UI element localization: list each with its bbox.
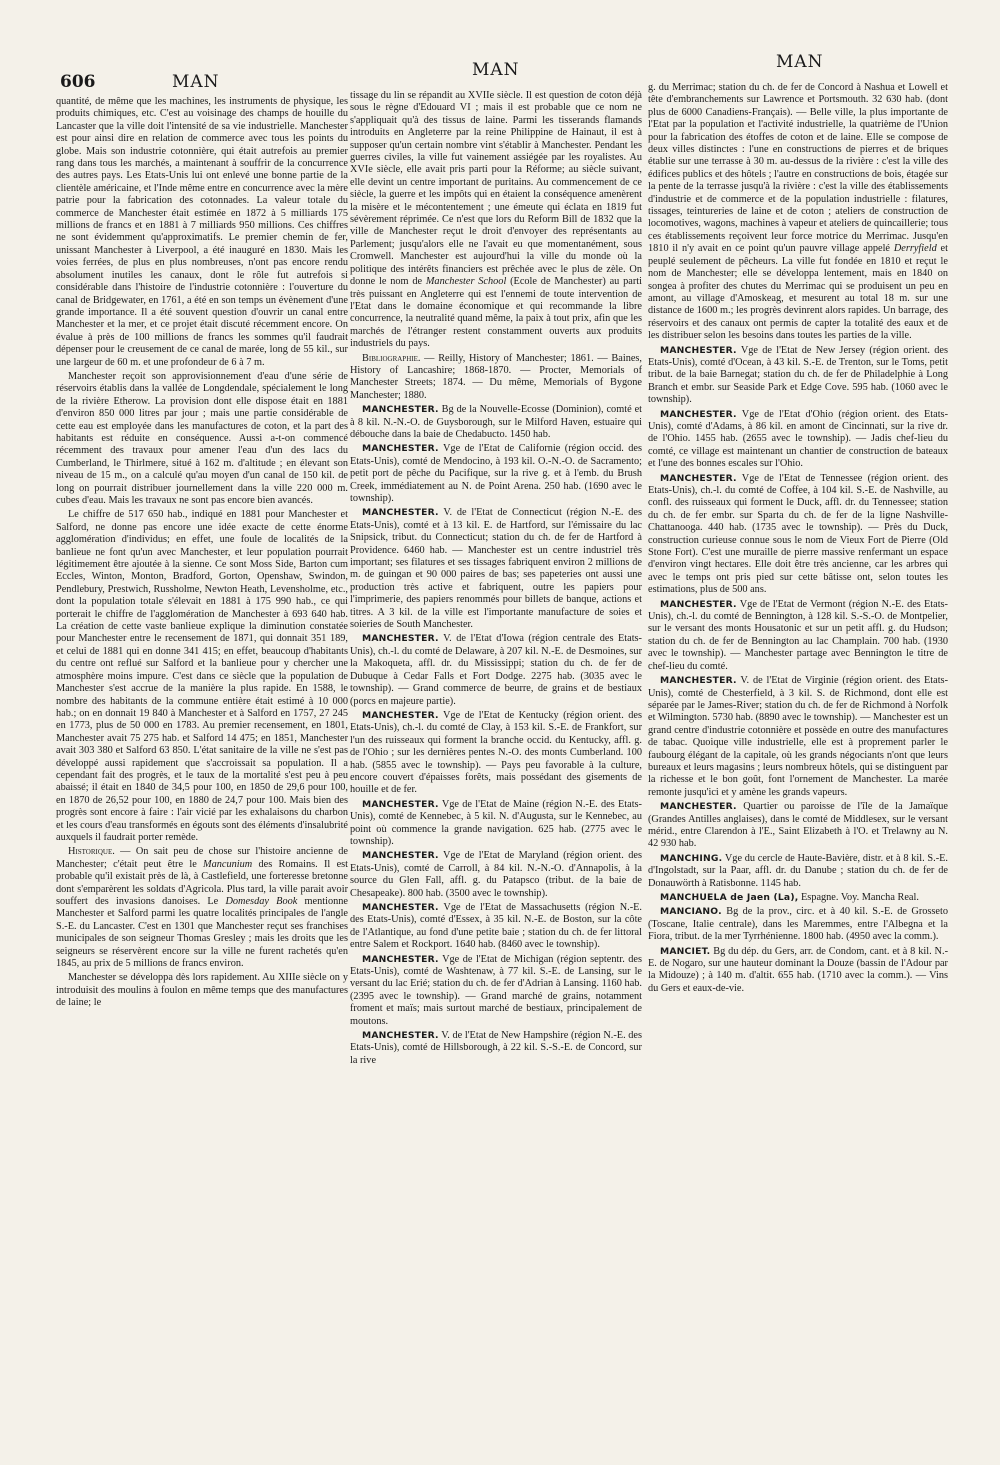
text-run: — On sait peu de chose sur l'histoire ancienne de Manchester; c'était peut être le xyxy=(56,846,348,870)
page-number: 606 xyxy=(60,72,96,92)
entry-headword: MANCHESTER. xyxy=(362,1030,439,1042)
text-run: mentionne Manchester et Salford parmi les quatre localités principales de l'angle S.-E. du Lancaster. C'est en 1301 que Manchester reçut ses franchises municipales de son seigneur Thomas Gresley ; mais les droits que les seigneurs se réservèrent encore sur la ville ne furent rachetés qu'en 1845, au prix de 5 millions de francs environ. xyxy=(56,896,348,970)
text-run: et peuplé seulement de pêcheurs. La ville fut fondée en 1810 et reçut le nom de Manchester; elle se développa lentement, mais en 1840 on songea à profiter des chutes du Merrimac qui se produisent un peu en amont, au village d'Amoskeag, et mesurent au total 18 m. sur une distance de 1600 m.; les progrès devinrent alors rapides. Un barrage, des réservoirs et des canaux ont permis de capter la totalité des eaux et de les distribuer selon les besoins dans toutes les parties de la ville. xyxy=(648,243,948,342)
running-header-center: MAN xyxy=(472,60,520,80)
entry-list xyxy=(648,345,948,996)
text-run: — Reilly, History of Manchester; 1861. — Baines, History of Lancashire; 1868-1870. — Procter, Memorials of Manchester Streets; 1874. — Du même, Memorials of Bygone Manchester; 1880. xyxy=(350,352,642,401)
section-label: Historique. xyxy=(68,846,115,858)
entry-text: Vge de l'Etat de Californie (région occid. des Etats-Unis), comté de Mendocino, à 193 kil. O.-N.-O. de Sacramento; petit port de pêche du Pacifique, sur la rive g. et à l'emb. du Brush Creek, immédiatement au N. de Point Arena. 250 hab. (1690 avec le township). xyxy=(350,443,642,504)
entry-headword: MANCHESTER. xyxy=(660,675,737,687)
dictionary-entry xyxy=(648,599,948,673)
dictionary-entry xyxy=(350,850,642,900)
entry-text: Bg de la prov., circ. et à 40 kil. S.-E. de Grosseto (Toscane, Italie centrale), dans les Maremmes, entre l'Albegna et la Fiora, tribut. de la mer Tyrrhénienne. 1800 hab. (4950 avec la comm.). xyxy=(648,906,948,943)
paragraph xyxy=(648,82,948,343)
entry-text: Vge du cercle de Haute-Bavière, distr. et à 8 kil. S.-E. d'Ingolstadt, sur la Paar, affl. dr. du Danube ; station du ch. de fer de Donauwörth à Ratisbonne. 1145 hab. xyxy=(648,852,948,889)
paragraph xyxy=(350,90,642,351)
entry-headword: MANCHING. xyxy=(660,852,723,864)
entry-text: Bg du dép. du Gers, arr. de Condom, cant. et à 8 kil. N.-E. de Nogaro, sur une hauteur dominant la Douze (bassin de l'Adour par la Midouze) ; à 140 m. d'altit. 655 hab. (1710 avec la comm.). — Vins du Gers et eaux-de-vie. xyxy=(648,945,948,994)
entry-text: Vge de l'Etat d'Ohio (région orient. des Etats-Unis), comté d'Adams, à 86 kil. en amont de Cincinnati, sur la rive dr. de l'Ohio. 1455 hab. (2655 avec le township). — Jadis chef-lieu du comté, ce village est maintenant un chantier de construction de bateaux et l'une des bonnes escales sur l'Ohio. xyxy=(648,408,948,470)
entry-text: Vge de l'Etat de Maryland (région orient. des Etats-Unis), comté de Carroll, à 84 kil. N.-N.-O. d'Annapolis, à la source du Glen Fall, affl. g. du Patapsco (tribut. de la baie de Chesapeake). 800 hab. (3500 avec le township). xyxy=(350,850,642,899)
entry-headword: MANCHESTER. xyxy=(660,344,737,356)
dictionary-entry xyxy=(648,906,948,943)
entry-list xyxy=(350,404,642,1067)
entry-text: Vge de l'Etat de New Jersey (région orient. des Etats-Unis), comté d'Ocean, à 43 kil. S.-E. de Trenton, sur le Toms, petit tribut. de la baie Barnegat; station du ch. de fer de Philadelphie à Long Branch et embr. sur Seaside Park et Edge Cove. 595 hab. (1060 avec le township). xyxy=(648,344,948,406)
dictionary-entry xyxy=(350,954,642,1028)
entry-headword: MANCHESTER. xyxy=(362,709,439,721)
paragraph: quantité, de même que les machines, les instruments de physique, les produits chimiques, etc. C'est au voisinage des champs de houille du Lancaster que la ville doit l'intensité de sa vie industrielle. Manchester est pour ainsi dire en relation de commerce avec tous les points du globe. Mais son industrie cotonnière, qui était autrefois au premier rang dans tous les marchés, a maintenant à souffrir de la concurrence des autres pays. Les Etats-Unis lui ont enlevé une bonne partie de la clientèle américaine, et l'Inde même entre en concurrence avec la mère patrie pour la fabrication des cotonnades. La valeur totale du commerce de Manchester était estimée en 1872 à 5 milliards 175 millions de francs et en 1881 à 7 milliards 950 millions. Ces chiffres ne sont évidemment qu'approximatifs. Le premier chemin de fer, unissant Manchester à Liverpool, a été inauguré en 1830. Mais les voies ferrées, de plus en plus nombreuses, n'ont pas encore rendu absolument inutiles les canaux, dont le rôle fut autrefois si considérable dans l'histoire de l'industrie cotonnière : l'ouverture du canal de Bridgewater, en 1761, a été en son temps un évènement d'une grande importance. Il a été souvent question d'ouvrir un canal entre Manchester et la mer, et ce projet était discuté récemment encore. On évalue à près de 100 millions de francs les sommes qu'il faudrait dépenser pour le creusement de ce canal de marée, long de 55 kil., sur une largeur de 60 m. et une profondeur de 6 à 7 m. xyxy=(56,96,348,368)
entry-headword: MANCHESTER. xyxy=(362,953,439,965)
entry-text: V. de l'Etat de Connecticut (région N.-E. des Etats-Unis), comté et à 13 kil. E. de Hartford, sur l'émissaire du lac Snipsick, tribut. du Connecticut; station du ch. de fer de Hartford à Providence. 6460 hab. — Manchester est un centre industriel très important; ses filatures et ses tissages fabriquent environ 2 millions de m. de guingan et 90 000 paires de bas; ses papeteries ont aussi une production très active et fabriquent, outre les papiers pour l'imprimerie, des papiers renommés pour billets de banque, actions et titres. A 3 kil. de la ville est l'importante manufacture de soies et soieries de South Manchester. xyxy=(350,507,642,631)
entry-headword: MANCHESTER. xyxy=(362,850,439,862)
entry-text: Vge de l'Etat de Kentucky (région orient. des Etats-Unis), ch.-l. du comté de Clay, à 153 kil. S.-E. de Frankfort, sur l'un des ruisseaux qui forment la branche occid. du Kentucky, affl. g. de l'Ohio ; sur les dernières pentes N.-O. des monts Cumberland. 100 hab. (5855 avec le township). — Pays peu favorable à la culture, encore couvert d'épaisses forêts, mais possédant des gisements de houille et de fer. xyxy=(350,709,642,796)
dictionary-entry xyxy=(350,902,642,952)
entry-headword: MANCIANO. xyxy=(660,906,722,918)
text-run: g. du Merrimac; station du ch. de fer de Concord à Nashua et Lowell et tête d'embranchements sur Lawrence et Portsmouth. 32 630 hab. (dont plus de 6000 Canadiens-Français). — Belle ville, la plus importante de l'Etat par la population et l'activité industrielle, la quatrième de l'Union pour la fabrication des étoffes de coton et de laine. Elle se compose de deux villes distinctes : l'une en constructions de pierres et de briques établie sur une terrasse à 30 m. au-dessus de la rivière : c'est la ville des édifices publics et des hôtels ; l'autre en constructions de bois, étagée sur la pente de la terrasse jusqu'à la rivière : c'est la ville des établissements d'industrie et de commerce et de la population industrielle : filatures, tissages, teintureries de laine et de coton ; ateliers de construction de locomotives, wagons, machines à vapeur et ateliers de quincaillerie; tous ces établissements reçoivent leur force motrice du Merrimac. Jusqu'en 1810 il n'y avait en ce point qu'un pauvre village appelé xyxy=(648,82,948,255)
dictionary-entry xyxy=(648,675,948,799)
entry-text: Bg de la Nouvelle-Ecosse (Dominion), comté et à 8 kil. N.-N.-O. de Guysborough, sur le Milford Haven, estuaire qui débouche dans la baie de Chedabucto. 1450 hab. xyxy=(350,404,642,440)
dictionary-entry xyxy=(350,799,642,849)
section-label: Bibliographie. xyxy=(362,352,421,364)
entry-text: V. de l'Etat de New Hampshire (région N.-E. des Etats-Unis), comté de Hillsborough, à 22 kil. S.-S.-E. de Concord, sur la rive xyxy=(350,1030,642,1066)
entry-headword: MANCHESTER. xyxy=(362,798,439,810)
running-header-left: MAN xyxy=(172,72,220,92)
entry-headword: MANCHESTER. xyxy=(660,801,737,813)
entry-text: Vge de l'Etat de Tennessee (région orient. des Etats-Unis), ch.-l. du comté de Coffee, à 104 kil. S.-E. de Nashville, au confl. des ruisseaux qui forment le Duck, affl. dr. du Tennessee; station du ch. de fer embr. sur Sparta du ch. de fer de la ligne Nashville-Chattanooga. 440 hab. (1735 avec le township). — Près du Duck, construction curieuse connue sous le nom de Vieux Fort de Pierre (Old Stone Fort). C'est une muraille de pierre massive renfermant un espace d'environ vingt hectares. Elle doit être très ancienne, car les arbres qui avec le temps ont pris pied sur cette bâtisse ont, selon toutes les estimations, plus de 500 ans. xyxy=(648,472,948,596)
entry-headword: MANCHESTER. xyxy=(660,598,737,610)
dictionary-entry xyxy=(648,473,948,597)
paragraph: Manchester reçoit son approvisionnement d'eau d'une série de réservoirs établis dans la vallée de Longdendale, spécialement le long de la rivière Etherow. La provision dont elle dispose était en 1881 d'environ 850 000 litres par jour ; mais une partie considérable de cette eau est employée dans les manufactures de coton, et la part des habitants est réduite en conséquence. Aussi a-t-on commencé récemment des travaux pour amener l'eau d'un des lacs du Cumberland, le Thirlmere, situé à 162 m. d'altitude ; en élevant son niveau de 15 m., on a calculé qu'au moyen d'un canal de 150 kil. de long on pourrait distribuer journellement dans la ville 220 000 m. cubes d'eau. Mais les travaux ne sont pas encore bien avancés. xyxy=(56,370,348,506)
entry-text: Vge de l'Etat de Maine (région N.-E. des Etats-Unis), comté de Kennebec, à 5 kil. N. d'Augusta, sur le Kennebec, au point où commence la grande navigation. 625 hab. (2775 avec le township). xyxy=(350,798,642,847)
dictionary-entry xyxy=(350,443,642,505)
entry-headword: MANCHESTER. xyxy=(660,472,737,484)
bibliography xyxy=(350,353,642,403)
text-column-3 xyxy=(648,82,948,1422)
entry-headword: MANCHESTER. xyxy=(362,507,439,519)
text-run: des Romains. Il est probable qu'il existait près de là, à Castlefield, une forteresse bretonne dont s'emparèrent les soldats d'Agricola. Plus tard, la ville parait avoir souffert des invasions danoises. Le xyxy=(56,858,348,907)
entry-headword: MANCHESTER. xyxy=(362,443,439,455)
historique-paragraph xyxy=(56,846,348,970)
italic-term: Manchester School xyxy=(425,276,507,288)
running-header-right: MAN xyxy=(776,52,824,72)
entry-headword: MANCHESTER. xyxy=(362,902,439,913)
entry-text: Espagne. Voy. Mancha Real. xyxy=(798,892,919,903)
entry-headword: MANCHESTER. xyxy=(362,633,439,645)
text-column-2 xyxy=(350,90,642,1430)
dictionary-entry xyxy=(648,892,948,904)
entry-text: Vge de l'Etat de Massachusetts (région N.-E. des Etats-Unis), comté d'Essex, à 35 kil. N.-E. de Boston, sur la côte de l'Atlantique, au fond d'une petite baie ; station du ch. de fer littoral entre Salem et Rockport. 1640 hab. (8460 avec le township). xyxy=(350,902,642,951)
dictionary-entry xyxy=(648,409,948,471)
dictionary-entry xyxy=(350,633,642,707)
entry-text: V. de l'Etat de Virginie (région orient. des Etats-Unis), comté de Chesterfield, à 3 kil. S. de Richmond, dont elle est séparée par le James-River; station du ch. de fer de Richmond à Norfolk et Wilmington. 5730 hab. (8890 avec le township). — Manchester est un grand centre d'industrie cotonnière et possède en outre des manufactures de tabac. Quoique ville industrielle, elle est à proprement parler le faubourg élégant de la capitale, où les grands négociants n'ont que leurs bureaux et leurs magasins ; leurs nombreux hôtels, qui se distinguent par la richesse et le bon goût, font l'ornement de Manchester. La marée remonte jusqu'ici et y amène les grands vapeurs. xyxy=(648,675,948,798)
dictionary-entry xyxy=(350,710,642,797)
dictionary-entry xyxy=(648,853,948,890)
entry-text: V. de l'Etat d'Iowa (région centrale des Etats-Unis), ch.-l. du comté de Delaware, à 207 kil. N.-E. de Desmoines, sur la Makoqueta, affl. dr. du Mississippi; station du ch. de fer de Dubuque à Cedar Falls et Fort Dodge. 2275 hab. (3035 avec le township). — Grand commerce de beurre, de grains et de bestiaux (porcs en majeure partie). xyxy=(350,633,642,707)
text-run: (Ecole de Manchester) au parti très puissant en Angleterre qui est l'ennemi de toute intervention de l'Etat dans le domaine économique et qui recommande la libre concurrence, la neutralité quand même, la paix à tout prix, afin que les marchés de l'étranger restent constamment ouverts aux produits industriels du pays. xyxy=(350,276,642,350)
italic-term: Domesday Book xyxy=(225,896,298,907)
entry-headword: MANCIET. xyxy=(660,945,711,957)
italic-term: Mancunium xyxy=(203,858,253,870)
text-column-1 xyxy=(56,96,348,1436)
entry-headword: MANCHUELA de Jaen (La), xyxy=(660,892,799,903)
dictionary-entry xyxy=(648,801,948,851)
italic-term: Derryfield xyxy=(893,243,937,255)
dictionary-entry xyxy=(350,1030,642,1067)
entry-headword: MANCHESTER. xyxy=(660,408,737,420)
paragraph: Le chiffre de 517 650 hab., indiqué en 1881 pour Manchester et Salford, ne donne pas encore une idée exacte de cette énorme agglomération d'individus; en effet, une foule de localités de la banlieue ne font qu'un avec Manchester, et leur population pourrait légitimement être ajoutée à la sienne. Ce sont Moss Side, Barton cum Eccles, Winton, Monton, Bradford, Gorton, Openshaw, Swindon, Pendlebury, Prestwich, Russholme, Newton Heath, Levensholme, etc., dont la population totale s'élevait en 1881 à 175 990 hab., ce qui porterait le chiffre de l'agglomération de Manchester à 693 640 hab. La création de cette vaste banlieue explique la diminution constatée pour Manchester entre le recensement de 1871, qui donnait 351 189, et celui de 1881 qui en donne 341 415; en effet, beaucoup d'habitants du centre ont reflué sur Salford et la banlieue pour y chercher une atmosphère moins impure. C'est dans ce siècle que la population de Manchester s'est accrue de la manière la plus rapide. En 1588, le nombre des habitants de la commune entière était estimé à 10 000 hab.; on en donnait 19 840 à Manchester et à Salford en 1757, 27 245 en 1773, plus de 50 000 en 1783. Au premier recensement, en 1801, Manchester avait 75 275 hab. et Salford 14 475; en 1851, Manchester avait 303 380 et Salford 63 850. L'état sanitaire de la ville ne s'est pas développé aussi rapidement que s'accroissait sa population. Il a cependant fait des progrès, et le taux de la mortalité s'est peu à peu abaissé; il était en 1840 de 34,5 pour 100, en 1850 de 29,6 pour 100, en 1870 de 26,52 pour 100, en 1880 de 24,7 pour 100. Mais bien des progrès sont encore à faire : l'air vicié par les exhalaisons du charbon et les cours d'eau transformés en égouts sont des éléments d'insalubrité auxquels il faudrait porter remède. xyxy=(56,509,348,843)
entry-headword: MANCHESTER. xyxy=(362,404,439,416)
dictionary-entry xyxy=(648,946,948,996)
text-run: tissage du lin se répandit au XVIIe siècle. Il est question de coton déjà sous le règne d'Edouard VI ; mais il est probable que ce nom ne s'appliquait qu'à des tissus de laine. Parmi les tisserands flamands introduits en Angleterre par la reine Philippine de Hainaut, il est à supposer qu'un certain nombre vint s'établir à Manchester. Pendant les guerres civiles, la ville fut vainement assiégée par les royalistes. Au XVIe siècle, elle avait pris parti pour la Réforme; au siècle suivant, elle devint un centre important de puritains. Au commencement de ce siècle, la guerre et les impôts qui en étaient la conséquence amenèrent la misère et le mécontentement ; une émeute qui éclata en 1819 fut sévèrement réprimée. Ce n'est que lors du Reform Bill de 1832 que la ville de Manchester reçut le droit d'envoyer des représentants au Parlement; jusqu'alors elle ne l'avait eu que momentanément, sous Cromwell. Manchester est aujourd'hui la ville du monde où la politique des intérêts financiers est prêchée avec le plus de zèle. On donne le nom de xyxy=(350,90,642,288)
paragraph: Manchester se développa dès lors rapidement. Au XIIIe siècle on y introduisit des moulins à foulon en même temps que des manufactures de laine; le xyxy=(56,972,348,1009)
dictionary-entry xyxy=(350,404,642,441)
entry-text: Quartier ou paroisse de l'île de la Jamaïque (Grandes Antilles anglaises), dans le comté de Middlesex, sur le versant mérid., entre Clarendon à l'E., Saint Elizabeth à l'O. et Trelawny au N. 42 930 hab. xyxy=(648,801,948,850)
entry-text: Vge de l'Etat de Vermont (région N.-E. des Etats-Unis), ch.-l. du comté de Bennington, à 128 kil. S.-S.-O. de Montpelier, sur le versant des monts Housatonic et sur un petit affl. g. du Hudson; station du ch. de fer de Bennington au lac Champlain. 700 hab. (1930 avec le township). — Manchester partage avec Bennington le titre de chef-lieu du comté. xyxy=(648,598,948,672)
entry-text: Vge de l'Etat de Michigan (région septentr. des Etats-Unis), comté de Washtenaw, à 77 kil. S.-E. de Lansing, sur le versant du lac Erié; station du ch. de fer d'Adrian à Lansing. 1160 hab. (2395 avec le township). — Grand marché de grains, notamment froment et maïs; mais surtout marché de bestiaux, principalement de moutons. xyxy=(350,953,642,1027)
dictionary-entry xyxy=(350,507,642,631)
dictionary-entry xyxy=(648,345,948,407)
